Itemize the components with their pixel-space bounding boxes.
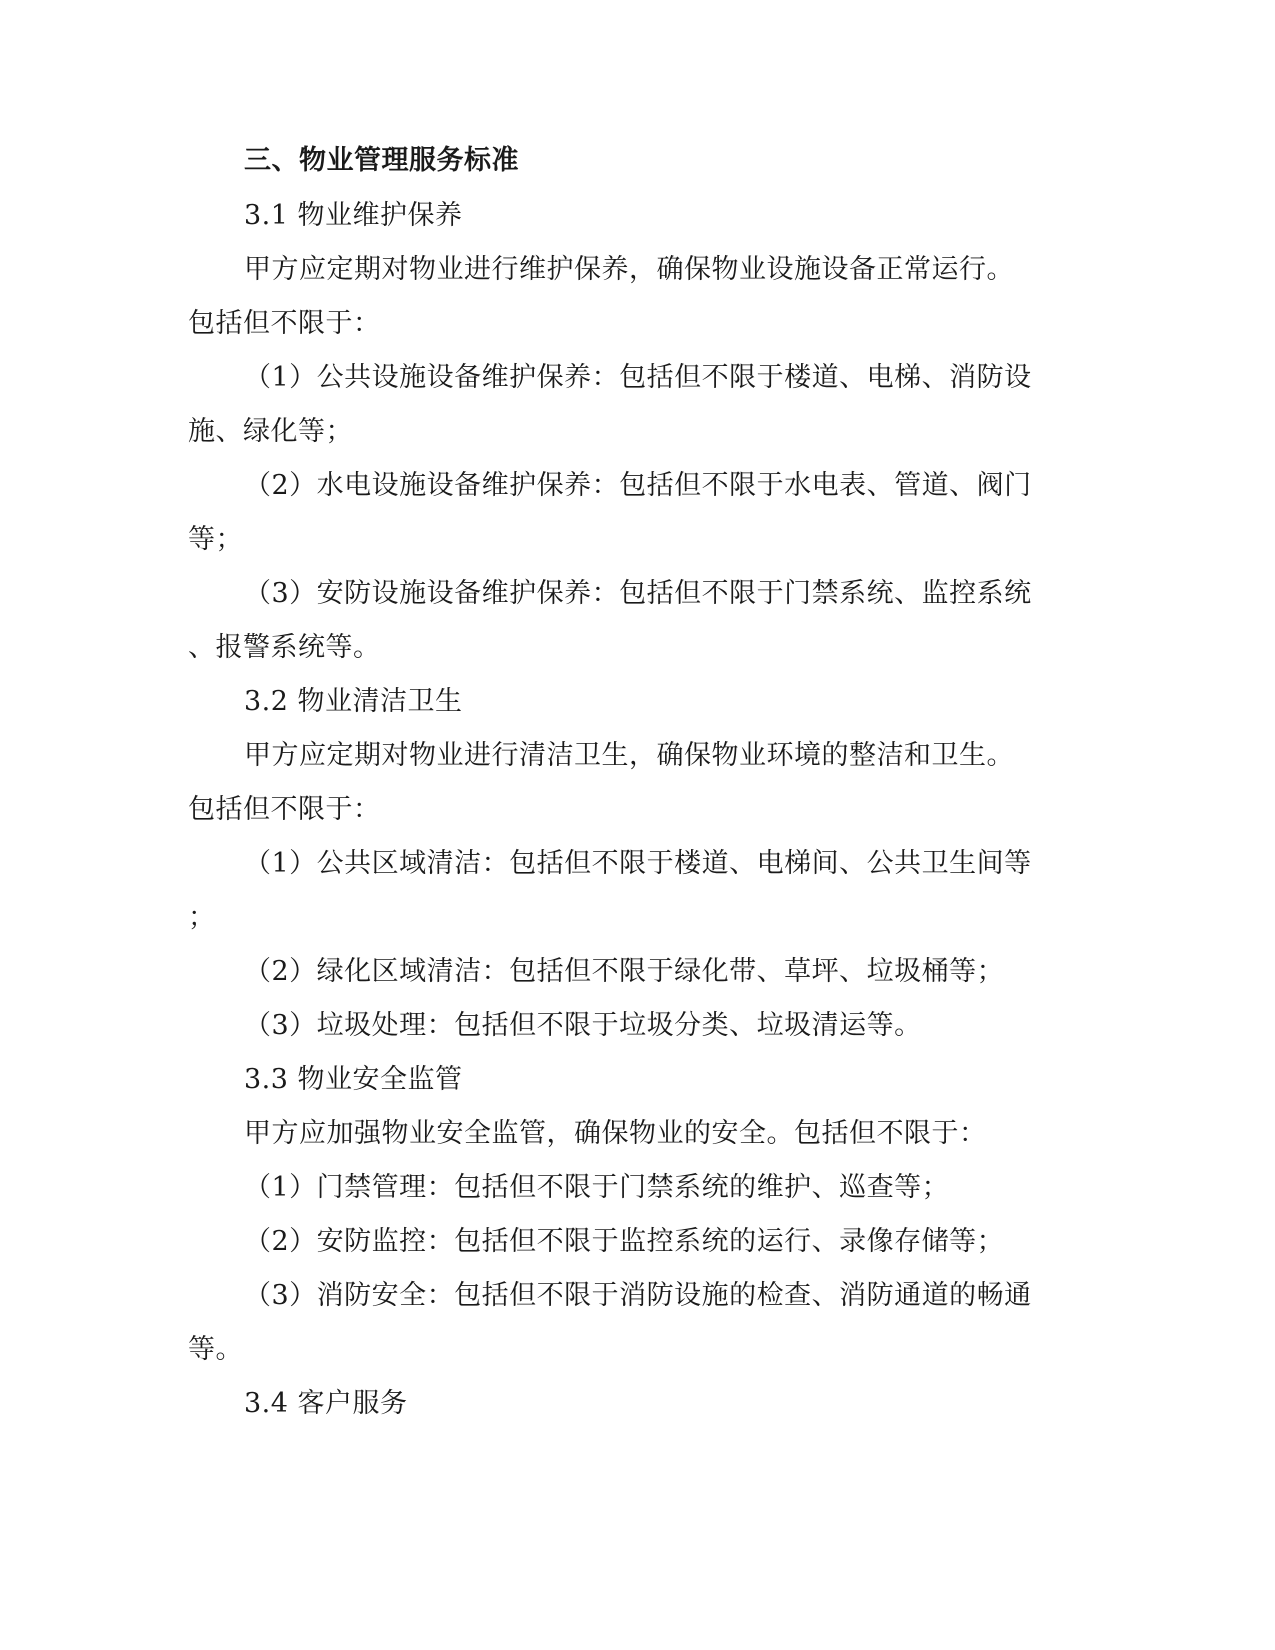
list-item-line: 等； bbox=[188, 524, 243, 555]
paragraph-line: 甲方应定期对物业进行维护保养，确保物业设施设备正常运行。 bbox=[244, 254, 1014, 285]
list-item-line: （3）安防设施设备维护保养：包括但不限于门禁系统、监控系统 bbox=[244, 578, 1032, 609]
list-item-line: 等。 bbox=[188, 1334, 243, 1365]
list-item-line: （2）水电设施设备维护保养：包括但不限于水电表、管道、阀门 bbox=[244, 470, 1032, 501]
list-item-line: 施、绿化等； bbox=[188, 416, 353, 447]
subsection-heading: 3.3 物业安全监管 bbox=[244, 1064, 463, 1095]
paragraph-line: 甲方应加强物业安全监管，确保物业的安全。包括但不限于： bbox=[244, 1118, 987, 1149]
subsection-heading: 3.2 物业清洁卫生 bbox=[244, 686, 463, 717]
list-item-line: （2）绿化区域清洁：包括但不限于绿化带、草坪、垃圾桶等； bbox=[244, 956, 1005, 987]
paragraph-line: 包括但不限于： bbox=[188, 308, 381, 339]
list-item-line: （1）公共区域清洁：包括但不限于楼道、电梯间、公共卫生间等 bbox=[244, 848, 1032, 879]
list-item-line: （2）安防监控：包括但不限于监控系统的运行、录像存储等； bbox=[244, 1226, 1005, 1257]
list-item-line: ； bbox=[188, 902, 216, 933]
paragraph-line: 甲方应定期对物业进行清洁卫生，确保物业环境的整洁和卫生。 bbox=[244, 740, 1014, 771]
list-item-line: 、报警系统等。 bbox=[188, 632, 381, 663]
section-title: 三、物业管理服务标准 bbox=[244, 145, 519, 176]
list-item-line: （1）公共设施设备维护保养：包括但不限于楼道、电梯、消防设 bbox=[244, 362, 1032, 393]
subsection-heading: 3.1 物业维护保养 bbox=[244, 200, 463, 231]
list-item-line: （3）消防安全：包括但不限于消防设施的检查、消防通道的畅通 bbox=[244, 1280, 1032, 1311]
subsection-heading: 3.4 客户服务 bbox=[244, 1388, 408, 1419]
paragraph-line: 包括但不限于： bbox=[188, 794, 381, 825]
list-item-line: （1）门禁管理：包括但不限于门禁系统的维护、巡查等； bbox=[244, 1172, 950, 1203]
list-item-line: （3）垃圾处理：包括但不限于垃圾分类、垃圾清运等。 bbox=[244, 1010, 922, 1041]
